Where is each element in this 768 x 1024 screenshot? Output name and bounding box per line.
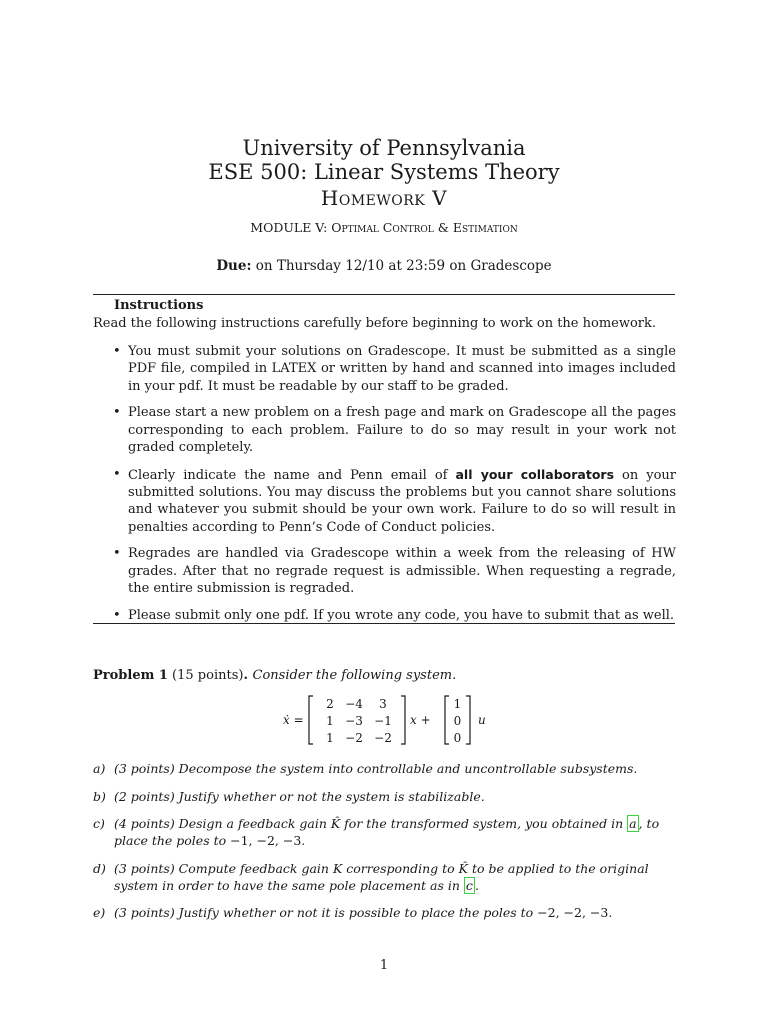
vector-b-cell: 0 <box>453 714 462 728</box>
part-label: a) <box>93 761 106 776</box>
matrix-a-cell: −1 <box>374 714 392 728</box>
problem-part-c <box>93 815 675 849</box>
list-item <box>110 404 676 456</box>
bottom-divider <box>93 623 675 624</box>
equation-u-term: u <box>478 713 486 727</box>
course-title: ESE 500: Linear Systems Theory <box>208 160 560 184</box>
bullet-text: on your submitted solutions. You may discuss the problems but you cannot share solutions and whatever you submit should be your own work. Failure to do so will result in penalties according to Penn’s Code of Conduct policies. <box>128 467 676 535</box>
vector-b-left-bracket <box>445 696 449 744</box>
part-end: . <box>608 905 613 920</box>
bullet-text: Please submit only one pdf. If you wrote any code, you have to submit that as well. <box>128 607 675 623</box>
page-number: 1 <box>379 958 389 973</box>
module-prefix: MODULE V: <box>250 220 332 235</box>
matrix-a-cell: 3 <box>379 697 387 711</box>
equation-lhs: ẋ = <box>283 713 304 727</box>
part-math: −2, −2, −3 <box>537 905 609 920</box>
instructions-intro: Read the following instructions carefully before beginning to work on the homework. <box>93 316 657 331</box>
instructions-heading: Instructions <box>114 298 204 313</box>
part-label: e) <box>93 905 106 920</box>
problem-parts <box>93 760 675 932</box>
part-label: b) <box>93 788 106 804</box>
equation-x-term: x + <box>410 713 431 727</box>
vector-b-cell: 1 <box>453 697 462 711</box>
homework-title: Homework V <box>320 186 448 210</box>
bullet-text: Regrades are handled via Gradescope within a week from the releasing of HW grades. After that no regrade request is admissible. When requesting a regrade, the entire submission is regraded. <box>128 546 676 597</box>
system-equation <box>283 694 503 746</box>
matrix-a-right-bracket <box>401 696 405 744</box>
vector-b-cell: 0 <box>453 731 462 745</box>
problem-lead: Consider the following system. <box>252 668 457 683</box>
part-a-reference-link[interactable]: a <box>629 816 637 831</box>
part-end: . <box>474 877 479 893</box>
bullet-text: Clearly indicate the name and Penn email of <box>128 467 456 483</box>
module-title: Optimal Control & Estimation <box>331 220 518 235</box>
list-item <box>110 343 676 395</box>
vector-b-right-bracket <box>466 696 470 744</box>
part-text: , to place the poles to <box>114 816 660 848</box>
list-item <box>110 607 676 624</box>
problem-title: Problem 1 <box>93 668 168 683</box>
bullet-icon: • <box>113 607 121 623</box>
part-math: −1, −2, −3 <box>230 833 302 848</box>
part-c-reference-link[interactable]: c <box>465 877 473 893</box>
matrix-a-cell: 1 <box>326 731 334 745</box>
problem-part-a <box>93 760 675 777</box>
part-label: c) <box>93 816 105 831</box>
matrix-a-cell: −2 <box>374 731 392 745</box>
matrix-a-cell: 2 <box>326 697 334 711</box>
matrix-a-cell: −4 <box>345 697 363 711</box>
bullet-icon: • <box>113 546 121 562</box>
list-item <box>110 545 676 597</box>
part-text: (3 points) Justify whether or not it is possible to place the poles to <box>114 905 538 920</box>
problem-part-d <box>93 860 675 894</box>
top-divider <box>93 294 675 295</box>
module-subtitle <box>0 220 768 235</box>
due-date <box>0 258 768 274</box>
matrix-a-cell: −3 <box>345 714 363 728</box>
bullet-text: Please start a new problem on a fresh page and mark on Gradescope all the pages corresponding to each problem. Failure to do so may result in your work not graded completely. <box>128 405 676 455</box>
part-label: d) <box>93 860 106 876</box>
problem-heading: Problem 1 (15 points). Consider the following system. <box>93 668 457 683</box>
matrix-a-left-bracket <box>309 696 313 744</box>
part-text: (3 points) Compute feedback gain K corresponding to K̂ to be applied to the original system in order to have the same pole placement as in <box>114 860 649 893</box>
problem-part-b <box>93 788 675 805</box>
bullet-icon: • <box>113 466 121 482</box>
instructions-list <box>110 343 676 634</box>
matrix-a-cell: 1 <box>326 714 334 728</box>
due-text: on Thursday 12/10 at 23:59 on Gradescope <box>251 258 552 274</box>
collaborators-emphasis: all your collaborators <box>455 466 615 482</box>
due-label: Due: <box>216 258 252 274</box>
bullet-icon: • <box>113 405 121 421</box>
part-text: (4 points) Design a feedback gain K̂ for the transformed system, you obtained in <box>114 816 628 831</box>
list-item <box>110 466 676 536</box>
bullet-icon: • <box>113 344 121 359</box>
problem-points: (15 points) <box>167 668 244 683</box>
part-end: . <box>301 833 306 848</box>
matrix-a-cell: −2 <box>345 731 363 745</box>
bullet-text: You must submit your solutions on Gradescope. It must be submitted as a single PDF file, compiled in LATEX or written by hand and scanned into images included in your pdf. It must be readable by our staff to be graded. <box>128 344 676 394</box>
problem-part-e <box>93 904 675 921</box>
part-text: (2 points) Justify whether or not the system is stabilizable. <box>114 788 485 804</box>
part-text: (3 points) Decompose the system into controllable and uncontrollable subsystems. <box>114 761 638 776</box>
university-title: University of Pennsylvania <box>242 136 526 160</box>
